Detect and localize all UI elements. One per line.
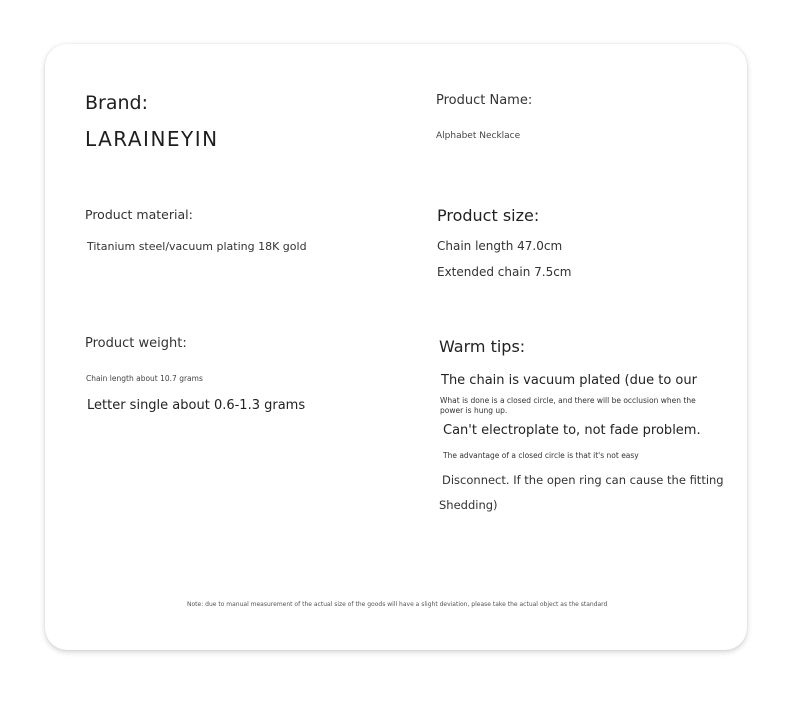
chain-length-value: Chain length 47.0cm (437, 239, 563, 253)
material-label: Product material: (85, 207, 193, 222)
product-info-card (45, 44, 747, 650)
product-name-value: Alphabet Necklace (436, 131, 521, 141)
tip-line-1: The chain is vacuum plated (due to our (441, 373, 697, 388)
tip-line-5: Disconnect. If the open ring can cause the fitting (442, 473, 724, 487)
product-name-label: Product Name: (436, 93, 533, 108)
warm-tips-label: Warm tips: (439, 337, 526, 356)
size-label: Product size: (437, 206, 540, 225)
tip-line-2: What is done is a closed circle, and there will be occlusion when the power is hung up. (440, 396, 696, 415)
tip-line-3: Can't electroplate to, not fade problem. (443, 423, 701, 438)
letter-weight-value: Letter single about 0.6-1.3 grams (87, 398, 306, 413)
brand-label: Brand: (85, 92, 148, 114)
extended-chain-value: Extended chain 7.5cm (437, 265, 572, 279)
chain-weight-value: Chain length about 10.7 grams (86, 374, 203, 383)
brand-value: LARAINEYIN (85, 127, 219, 151)
tip-line-4: The advantage of a closed circle is that it's not easy (443, 451, 639, 460)
tip-line-6: Shedding) (439, 498, 498, 512)
weight-label: Product weight: (85, 336, 187, 351)
measurement-note: Note: due to manual measurement of the actual size of the goods will have a slight deviation, please take the actual object as the standard (187, 601, 608, 608)
material-value: Titanium steel/vacuum plating 18K gold (87, 240, 307, 253)
